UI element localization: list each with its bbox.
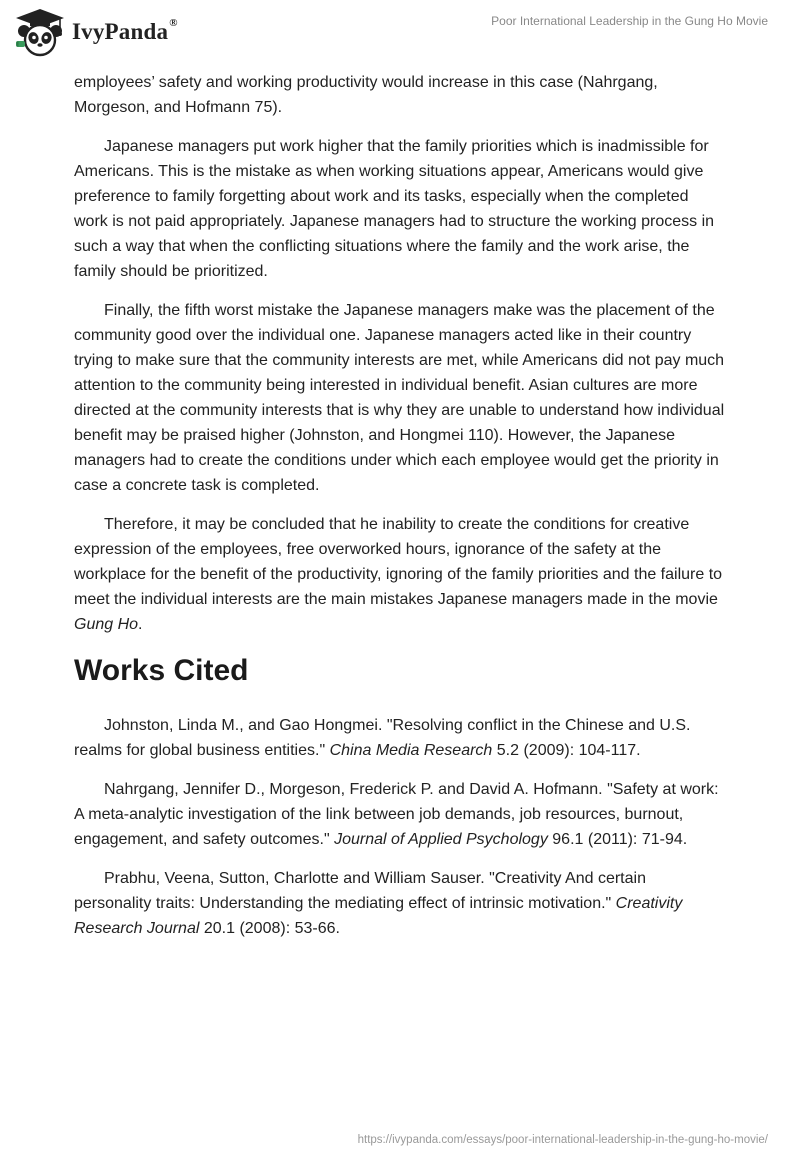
paragraph-conclusion: Therefore, it may be concluded that he inability to create the conditions for creative expression of the employees, free overworked hours, ignorance of the safety at the workplace for the benefit of the productivity, ignoring of the family priorities and the failure to meet the individual interests are the main mistakes Japanese managers made in the movie Gung Ho. <box>74 516 723 633</box>
journal-title: Creativity Research Journal <box>74 895 683 937</box>
citation-entry: Nahrgang, Jennifer D., Morgeson, Frederick P. and David A. Hofmann. "Safety at work: A meta-analytic investigation of the link between job demands, job resources, burnout, engagement, and safety outcomes." Journal of Applied Psychology 96.1 (2011): 71-94. <box>74 781 719 848</box>
paragraph-community-good: Finally, the fifth worst mistake the Japanese managers make was the placement of the community good over the individual one. Japanese managers acted like in their country trying to make sure that the community interests are met, while Americans did not pay much attention to the community being interested in individual benefit. Asian cultures are more directed at the community interests that is why they are unable to understand how individual benefit may be praised higher (Johnston, and Hongmei 110). However, the Japanese managers had to create the conditions under which each employee would get the priority in case a concrete task is completed. <box>74 302 725 494</box>
brand-name: IvyPanda® <box>72 17 178 44</box>
registered-mark: ® <box>169 17 178 29</box>
movie-title: Gung Ho <box>74 616 139 633</box>
works-cited-heading: Works Cited <box>74 654 249 687</box>
citation-entry: Prabhu, Veena, Sutton, Charlotte and William Sauser. "Creativity And certain personality traits: Understanding the mediating effect of intrinsic motivation." Creativity Research Journal 20.1 (2008): 53-66. <box>74 870 683 937</box>
paragraph-continued: employees’ safety and working productivity would increase in this case (Nahrgang, Morgeson, and Hofmann 75). <box>74 74 658 116</box>
paragraph-family-priorities: Japanese managers put work higher that the family priorities which is inadmissible for Americans. This is the mistake as when working situations appear, Americans would give preference to family forgetting about work and its tasks, especially when the completed work is not paid appropriately. Japanese managers had to structure the working process in such a way that when the conflicting situations where the family and the work arise, the family should be prioritized. <box>74 138 715 280</box>
panda-graduate-icon <box>14 7 66 57</box>
citation-entry: Johnston, Linda M., and Gao Hongmei. "Resolving conflict in the Chinese and U.S. realms for global business entities." China Media Research 5.2 (2009): 104-117. <box>74 717 691 759</box>
journal-title: Journal of Applied Psychology <box>334 831 548 848</box>
essay-content <box>74 70 726 955</box>
ivypanda-logo[interactable] <box>14 6 178 58</box>
source-url-link[interactable]: https://ivypanda.com/essays/poor-international-leadership-in-the-gung-ho-movie/ <box>357 1134 768 1146</box>
page-header <box>0 0 800 62</box>
journal-title: China Media Research <box>329 742 493 759</box>
document-title: Poor International Leadership in the Gung Ho Movie <box>491 14 768 28</box>
